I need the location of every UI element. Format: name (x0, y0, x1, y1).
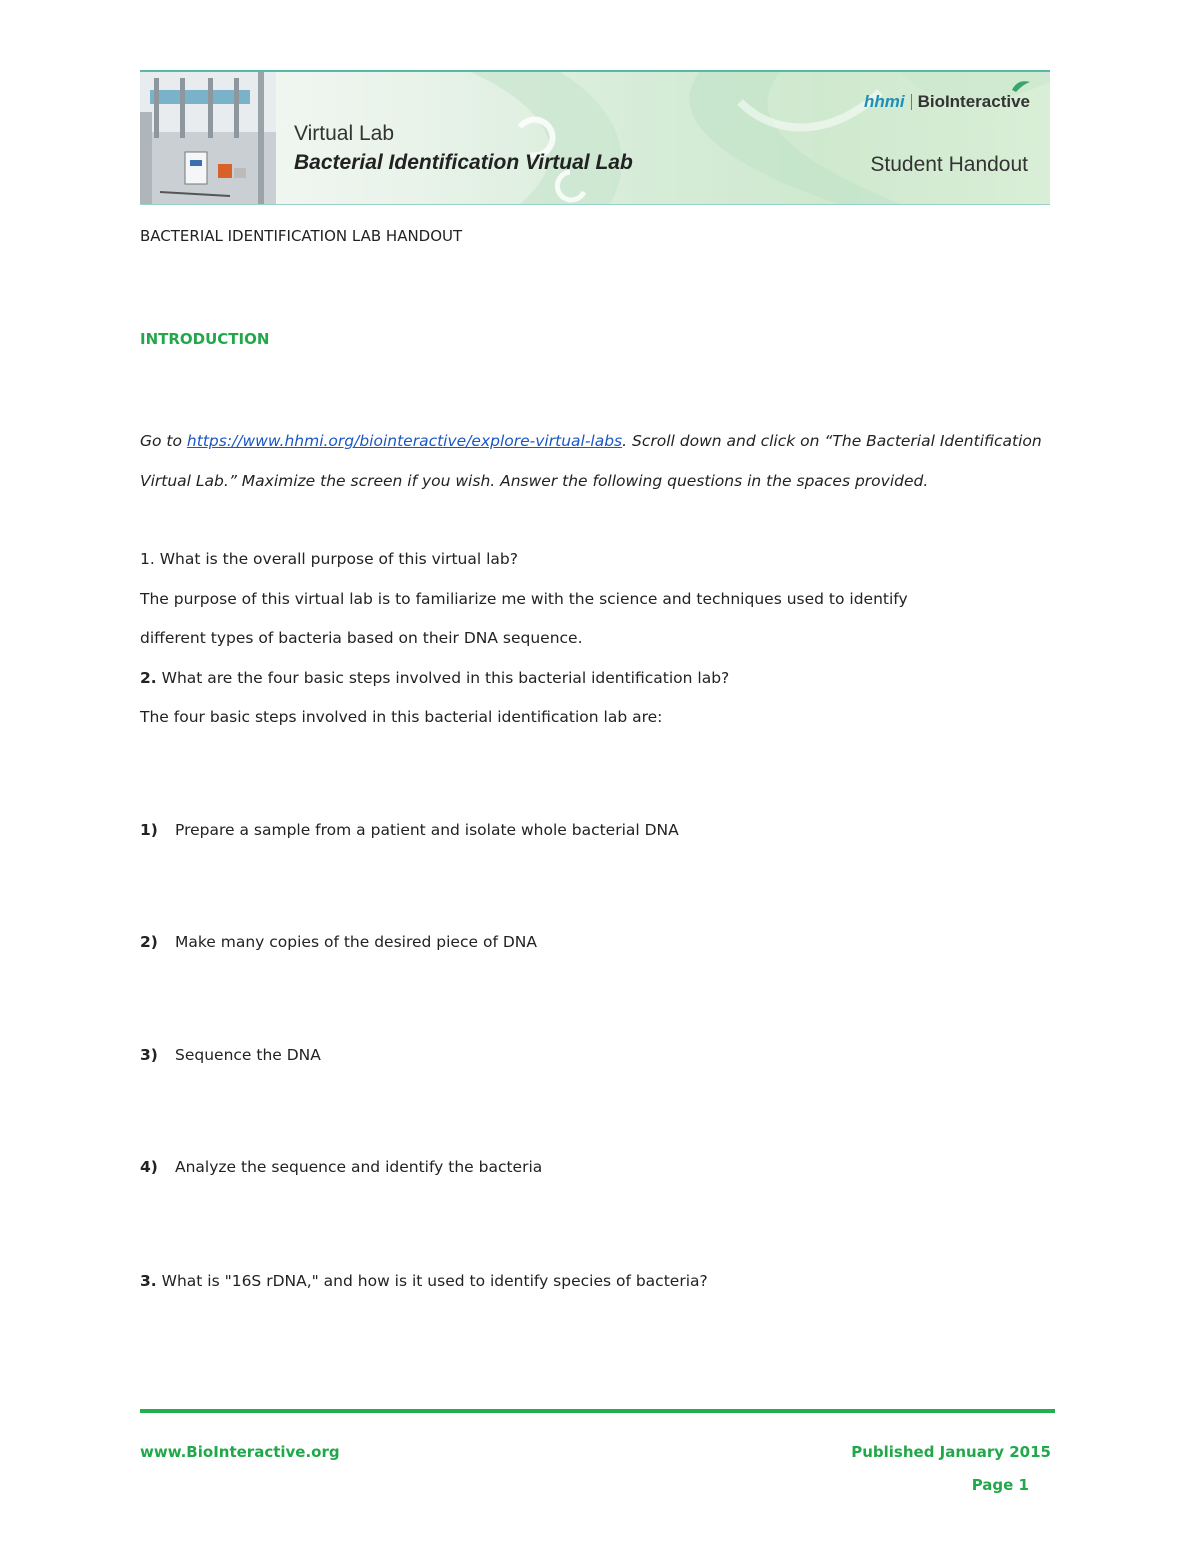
intro-prefix: Go to (140, 432, 187, 450)
step-number: 4) (140, 1158, 158, 1176)
intro-paragraph (140, 422, 1055, 501)
section-heading-introduction: INTRODUCTION (140, 330, 270, 348)
logo-hhmi-text: hhmi (863, 92, 905, 111)
logo-divider (911, 94, 912, 110)
banner-subtitle: Virtual Lab (294, 122, 395, 145)
footer-published-date: Published January 2015 (851, 1443, 1051, 1461)
banner-title: Bacterial Identification Virtual Lab (294, 151, 633, 174)
question-1 (140, 550, 518, 568)
step-number: 3) (140, 1046, 158, 1064)
question-3-number: 3. (140, 1272, 157, 1290)
step-number: 1) (140, 821, 158, 839)
answer-2-intro: The four basic steps involved in this bacterial identification lab are: (140, 708, 663, 726)
lizard-icon (1010, 78, 1032, 94)
answer-1-line-1: The purpose of this virtual lab is to familiarize me with the science and techniques used to identify (140, 590, 908, 608)
document-heading: BACTERIAL IDENTIFICATION LAB HANDOUT (140, 227, 463, 245)
question-3 (140, 1272, 708, 1290)
step-number: 2) (140, 933, 158, 951)
step-text: Make many copies of the desired piece of DNA (175, 933, 537, 951)
footer-divider (140, 1409, 1055, 1413)
question-2 (140, 669, 729, 687)
lab-equipment-image (140, 72, 276, 204)
intro-suffix: . Scroll down and click on “The Bacterial Identification Virtual Lab.” Maximize the screen if you wish. Answer the following questions in the spaces provided. (140, 432, 1042, 490)
step-text: Prepare a sample from a patient and isolate whole bacterial DNA (175, 821, 679, 839)
step-text: Analyze the sequence and identify the bacteria (175, 1158, 543, 1176)
list-item (140, 1046, 321, 1064)
step-text: Sequence the DNA (175, 1046, 321, 1064)
question-2-text: What are the four basic steps involved in this bacterial identification lab? (156, 669, 730, 687)
hhmi-biointeractive-logo (864, 92, 1030, 112)
header-banner (140, 70, 1050, 205)
question-3-text: What is "16S rDNA," and how is it used to identify species of bacteria? (156, 1272, 708, 1290)
answer-1-line-2: different types of bacteria based on their DNA sequence. (140, 629, 583, 647)
question-1-text: What is the overall purpose of this virtual lab? (154, 550, 518, 568)
logo-biointeractive-text: BioInteractive (917, 92, 1030, 111)
list-item (140, 1158, 542, 1176)
virtual-labs-link[interactable]: https://www.hhmi.org/biointeractive/explore-virtual-labs (186, 432, 623, 450)
list-item (140, 821, 679, 839)
banner-handout-label: Student Handout (870, 153, 1028, 176)
footer-page-number: Page 1 (971, 1476, 1029, 1494)
question-1-number: 1. (140, 550, 155, 568)
question-2-number: 2. (140, 669, 157, 687)
footer-website: www.BioInteractive.org (140, 1443, 340, 1461)
list-item (140, 933, 537, 951)
